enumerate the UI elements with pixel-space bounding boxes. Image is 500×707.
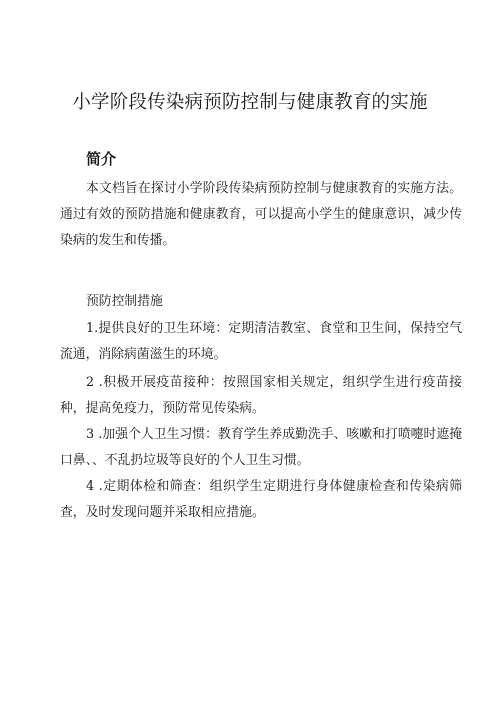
measure-item-personal-hygiene: 3 .加强个人卫生习惯：教育学生养成勤洗手、咳嗽和打喷嚏时遮掩口鼻、、不乱扔垃圾等良好的个人卫生习惯。 <box>60 427 462 468</box>
measure-item-vaccination: 2 .积极开展疫苗接种：按照国家相关规定，组织学生进行疫苗接种，提高免疫力，预防常见传染病。 <box>60 375 462 416</box>
measure-item-hygiene-environment: 1.提供良好的卫生环境：定期清洁教室、食堂和卫生间，保持空气流通，消除病菌滋生的环境。 <box>60 321 462 362</box>
page-title: 小学阶段传染病预防控制与健康教育的实施 <box>72 92 428 113</box>
intro-heading: 简介 <box>86 150 117 168</box>
measures-heading: 预防控制措施 <box>86 294 163 309</box>
intro-paragraph: 本文档旨在探讨小学阶段传染病预防控制与健康教育的实施方法。通过有效的预防措施和健康教育，可以提高小学生的健康意识，减少传染病的发生和传播。 <box>60 181 462 248</box>
measure-item-checkup-screening: 4 .定期体检和筛查：组织学生定期进行身体健康检查和传染病筛查，及时发现问题并采取相应措施。 <box>60 479 462 520</box>
